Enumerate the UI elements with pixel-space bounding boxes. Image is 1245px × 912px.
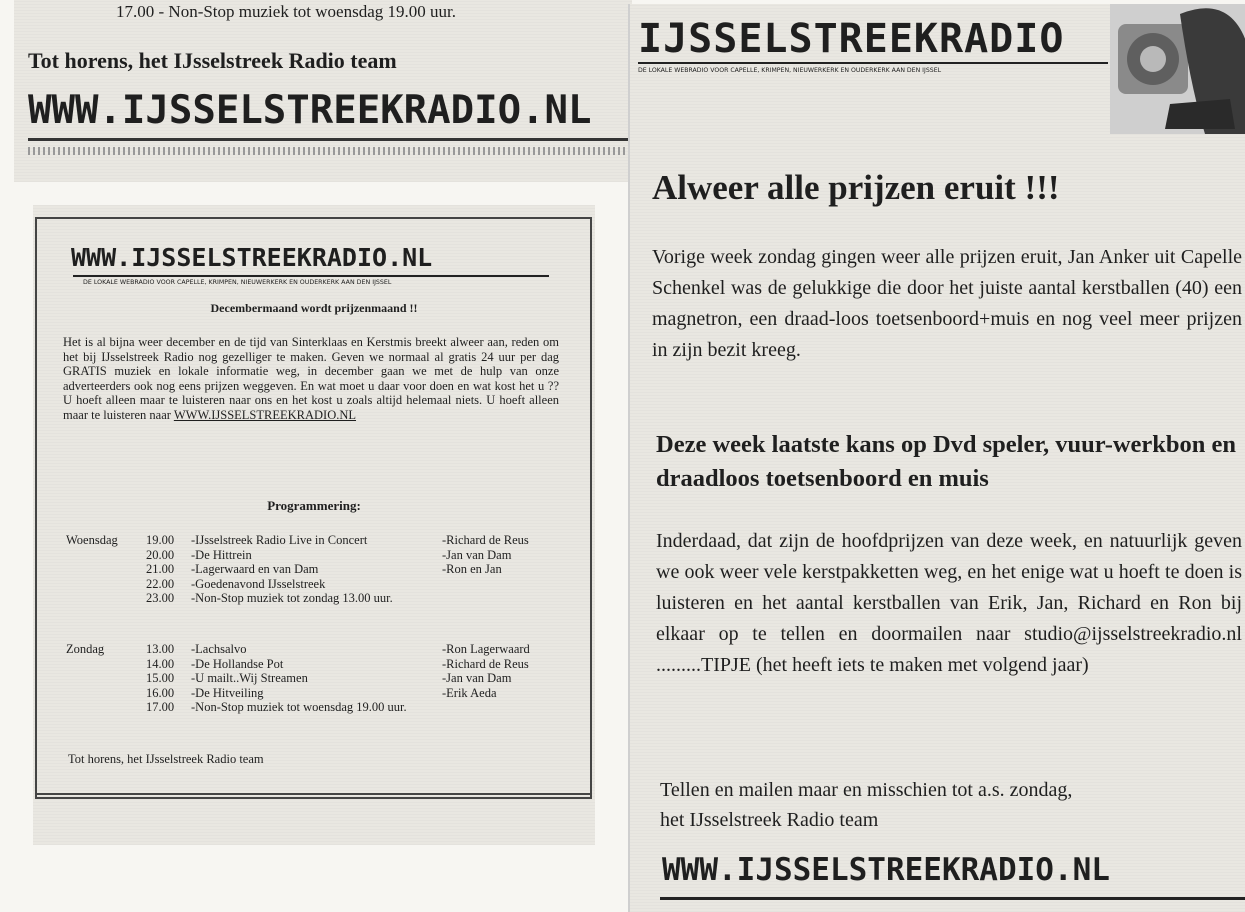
- article-body: [63, 335, 559, 423]
- schedule-host: -Richard de Reus: [442, 533, 529, 547]
- clipping-top: [14, 0, 632, 182]
- article-body-link: WWW.IJSSELSTREEKRADIO.NL: [173, 407, 357, 422]
- schedule-show: -IJsselstreek Radio Live in Concert: [191, 533, 368, 547]
- speaker-cone-inner: [1140, 46, 1166, 72]
- article-body-text: Het is al bijna weer december en de tijd van Sinterklaas en Kerstmis breekt alweer aan, reden om het bij IJsselstreek Radio nog gezelliger te maken. Geven we normaal al gratis 24 uur per dag GRATIS muziek en lokale informatie weg, in december gaan we met de hulp van onze adverteerders ook nog eens prijzen weggeven. En wat moet u daar voor doen en wat kost het u ?? U hoeft alleen maar te luisteren naar ons en het kost u zoals altijd helemaal niets. U hoeft alleen maar te luisteren naar: [63, 335, 559, 422]
- schedule-last-line: 17.00 - Non-Stop muziek tot woensdag 19.00 uur.: [116, 2, 456, 21]
- schedule-woensdag: [66, 533, 576, 606]
- schedule-host: -Erik Aeda: [442, 685, 497, 700]
- schedule-time: 23.00: [146, 591, 175, 606]
- tagline: DE LOKALE WEBRADIO VOOR CAPELLE, KRIMPEN, NIEUWERKERK EN OUDERKERK AAN DEN IJSSEL: [638, 67, 942, 74]
- tagline: DE LOKALE WEBRADIO VOOR CAPELLE, KRIMPEN, NIEUWERKERK EN OUDERKERK AAN DEN IJSSEL: [83, 279, 392, 286]
- schedule-row: [66, 671, 576, 686]
- schedule-zondag: [66, 642, 576, 715]
- logo-underline: [638, 62, 1108, 64]
- radio-dj-photo: [1110, 4, 1245, 134]
- clipping-border-bottom: [35, 793, 592, 803]
- divider: [28, 138, 632, 141]
- schedule-show: -De Hitveiling: [191, 685, 264, 700]
- schedule-time: 14.00: [146, 656, 175, 671]
- schedule-show: -De Hittrein: [191, 547, 252, 562]
- schedule-show: -Goedenavond IJsselstreek: [191, 576, 326, 591]
- schedule-row: [66, 533, 576, 548]
- schedule-row: [66, 700, 576, 715]
- divider-pattern: [28, 147, 632, 155]
- schedule-time: 15.00: [146, 671, 175, 686]
- schedule-show: -De Hollandse Pot: [191, 656, 284, 671]
- url-underline: [73, 275, 549, 277]
- url-underline: [660, 897, 1245, 900]
- schedule-host: -Ron Lagerwaard: [442, 642, 530, 656]
- schedule-host: -Richard de Reus: [442, 656, 529, 671]
- schedule-host: -Ron en Jan: [442, 562, 502, 577]
- closing-line-1: Tellen en mailen maar en misschien tot a.s. zondag,: [660, 779, 1073, 801]
- programmering-title: Programmering:: [267, 498, 361, 513]
- schedule-host: -Jan van Dam: [442, 547, 512, 562]
- clipping-prizes-again: [628, 4, 1245, 912]
- article-paragraph-1: Vorige week zondag gingen weer alle prijzen eruit, Jan Anker uit Capelle Schenkel was de gelukkige die door het juiste aantal kerstballen (40) een magnetron, een draad-loos toetsenboord+muis en nog veel meer prijzen in zijn bezit kreeg.: [652, 246, 1242, 361]
- schedule-row: [66, 577, 576, 592]
- schedule-time: 19.00: [146, 533, 175, 547]
- schedule-time: 21.00: [146, 562, 175, 577]
- signoff-text: Tot horens, het IJsselstreek Radio team: [68, 752, 264, 766]
- schedule-day: Woensdag: [66, 533, 118, 547]
- schedule-time: 17.00: [146, 700, 175, 715]
- article-subheadline: Deze week laatste kans op Dvd speler, vuur-werkbon en draadloos toetsenboord en muis: [656, 431, 1237, 492]
- article-paragraph-2: Inderdaad, dat zijn de hoofdprijzen van deze week, en natuurlijk geven we ook weer vele kerstpakketten weg, en het enige wat u hoeft te doen is luisteren en het aantal kerstballen van Erik, Jan, Richard en Ron bij elkaar op te tellen en doormailen naar studio@ijsselstreekradio.nl .........TIPJE (het heeft iets te maken met volgend jaar): [656, 530, 1242, 676]
- schedule-row: [66, 548, 576, 563]
- schedule-show: -Non-Stop muziek tot zondag 13.00 uur.: [191, 591, 393, 606]
- schedule-show: -Non-Stop muziek tot woensdag 19.00 uur.: [191, 700, 407, 715]
- schedule-day: Zondag: [66, 642, 105, 656]
- website-url: WWW.IJSSELSTREEKRADIO.NL: [662, 852, 1110, 888]
- schedule-host: -Jan van Dam: [442, 671, 512, 686]
- schedule-time: 22.00: [146, 576, 175, 591]
- schedule-row: [66, 657, 576, 672]
- schedule-row: [66, 642, 576, 657]
- schedule-row: [66, 686, 576, 701]
- schedule-time: 16.00: [146, 685, 175, 700]
- signoff-text: Tot horens, het IJsselstreek Radio team: [28, 48, 397, 73]
- schedule-time: 20.00: [146, 547, 175, 562]
- schedule-show: -Lagerwaard en van Dam: [191, 562, 319, 577]
- clipping-december-prizes: [33, 205, 595, 845]
- station-logo: IJSSELSTREEKRADIO: [638, 16, 1065, 62]
- schedule-show: -U mailt..Wij Streamen: [191, 671, 308, 686]
- article-heading: Decembermaand wordt prijzenmaand !!: [210, 301, 418, 315]
- closing-text: [660, 775, 1072, 835]
- website-url: WWW.IJSSELSTREEKRADIO.NL: [28, 88, 592, 133]
- schedule-time: 13.00: [146, 642, 175, 656]
- website-url: WWW.IJSSELSTREEKRADIO.NL: [71, 243, 433, 272]
- article-headline: Alweer alle prijzen eruit !!!: [652, 168, 1060, 207]
- schedule-row: [66, 562, 576, 577]
- schedule-show: -Lachsalvo: [191, 642, 247, 656]
- closing-line-2: het IJsselstreek Radio team: [660, 809, 879, 831]
- schedule-row: [66, 591, 576, 606]
